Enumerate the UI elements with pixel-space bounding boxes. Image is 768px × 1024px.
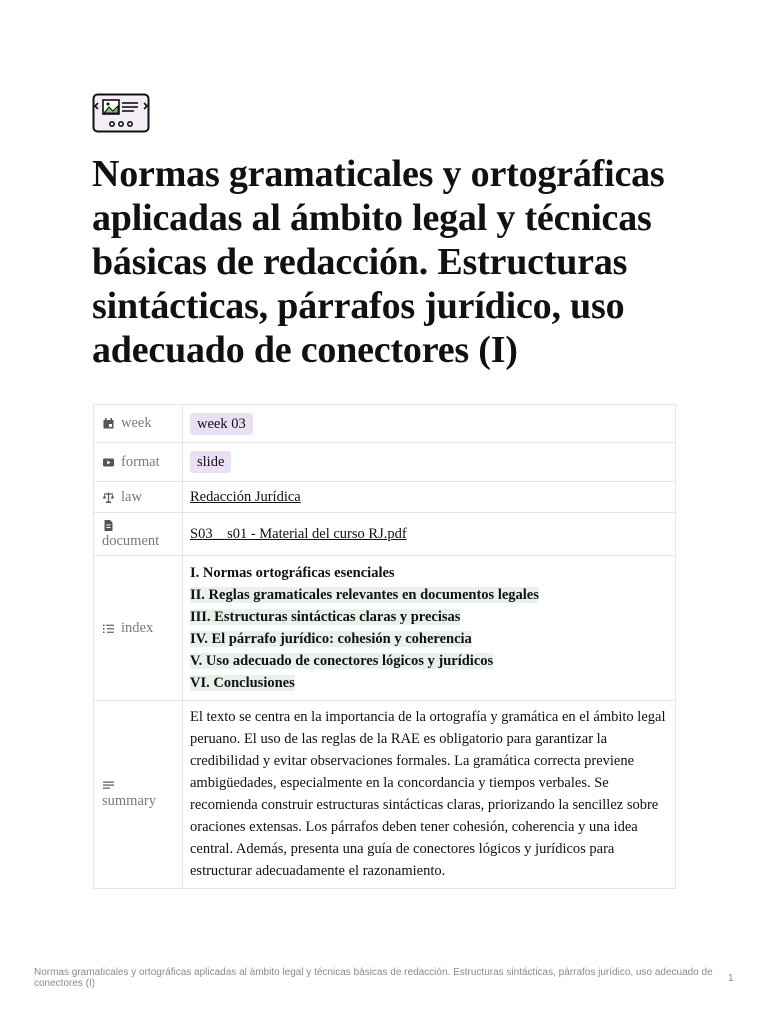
property-key-document	[94, 513, 183, 556]
property-row-week	[94, 405, 676, 443]
page-number: 1	[728, 973, 734, 984]
page-footer-title: Normas gramaticales y ortográficas aplicadas al ámbito legal y técnicas básicas de redacción. Estructuras sintácticas, párrafos jurídico, uso adecuado de conectores (I)	[34, 967, 713, 989]
property-label-index: index	[121, 619, 154, 636]
property-key-week	[94, 405, 183, 443]
property-key-summary	[94, 701, 183, 889]
play-icon	[102, 456, 115, 469]
document-link[interactable]: S03__s01 - Material del curso RJ.pdf	[190, 525, 407, 542]
property-key-index	[94, 556, 183, 701]
property-label-week: week	[121, 415, 152, 431]
property-row-index	[94, 556, 676, 701]
index-item: II. Reglas gramaticales relevantes en documentos legales	[190, 587, 539, 603]
file-icon	[102, 519, 115, 532]
property-label-format: format	[121, 453, 160, 470]
property-label-law: law	[121, 488, 142, 505]
property-row-summary	[94, 701, 676, 889]
property-row-law	[94, 482, 676, 513]
property-value-format[interactable]	[183, 443, 676, 482]
list-icon	[102, 622, 115, 635]
index-item: III. Estructuras sintácticas claras y precisas	[190, 609, 461, 625]
property-value-law[interactable]	[183, 482, 676, 513]
scales-icon	[102, 491, 115, 504]
property-row-document	[94, 513, 676, 556]
property-row-format	[94, 443, 676, 482]
calendar-icon	[102, 417, 115, 430]
property-key-format	[94, 443, 183, 482]
week-tag[interactable]: week 03	[190, 413, 253, 435]
format-tag[interactable]: slide	[190, 451, 231, 473]
text-lines-icon	[102, 779, 115, 792]
index-item: I. Normas ortográficas esenciales	[190, 565, 395, 581]
property-value-week[interactable]	[183, 405, 676, 443]
property-value-document[interactable]	[183, 513, 676, 556]
law-link[interactable]: Redacción Jurídica	[190, 488, 301, 505]
property-label-document: document	[102, 532, 160, 549]
index-item: V. Uso adecuado de conectores lógicos y jurídicos	[190, 653, 494, 669]
property-key-law	[94, 482, 183, 513]
summary-text: El texto se centra en la importancia de la ortografía y gramática en el ámbito legal peruano. El uso de las reglas de la RAE es obligatorio para garantizar la credibilidad y evitar observaciones formales. La gramática correcta previene ambigüedades, especialmente en la concordancia y tiempos verbales. Se recomienda construir estructuras sintácticas claras, priorizando la sencillez sobre oraciones extensas. Los párrafos deben tener cohesión, coherencia y una idea central. Además, presenta una guía de conectores lógicos y jurídicos para estructurar adecuadamente el razonamiento.	[190, 709, 666, 879]
index-item: VI. Conclusiones	[190, 675, 295, 691]
properties-table	[93, 404, 676, 889]
page-title: Normas gramaticales y ortográficas aplicadas al ámbito legal y técnicas básicas de redacción. Estructuras sintácticas, párrafos jurídico, uso adecuado de conectores (I)	[92, 153, 665, 371]
property-value-index	[183, 556, 676, 701]
property-value-summary	[183, 701, 676, 889]
index-item: IV. El párrafo jurídico: cohesión y coherencia	[190, 631, 472, 647]
index-list	[190, 556, 669, 700]
presentation-slide-icon	[92, 93, 150, 135]
property-label-summary: summary	[102, 793, 156, 809]
